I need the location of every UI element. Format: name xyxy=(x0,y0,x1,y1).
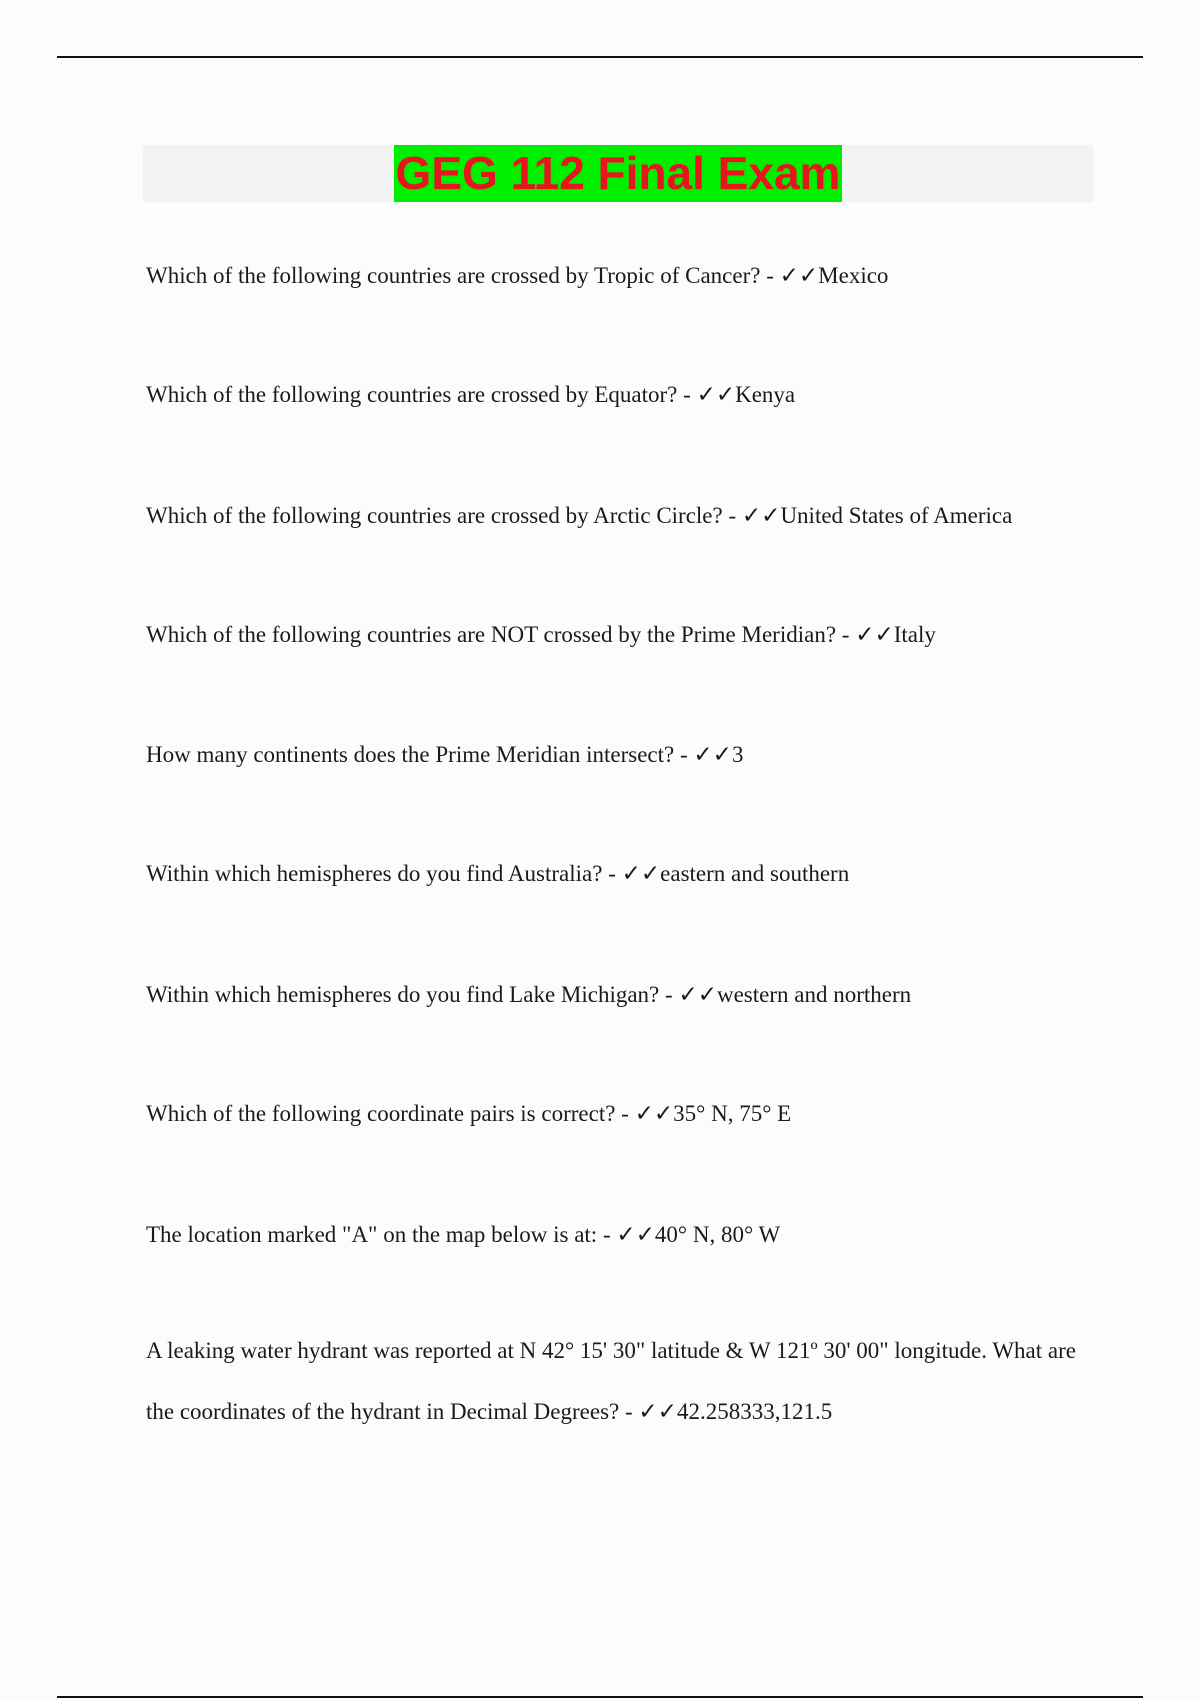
qa-item-7 xyxy=(146,980,1096,1010)
separator: - xyxy=(836,622,856,647)
double-check-icon: ✓✓ xyxy=(855,622,894,648)
separator: - xyxy=(619,1399,639,1424)
answer-text: 35° N, 75° E xyxy=(673,1101,792,1126)
separator: - xyxy=(659,982,679,1007)
separator: - xyxy=(615,1101,635,1126)
question-text: Which of the following countries are crossed by Equator? xyxy=(146,382,678,407)
separator: - xyxy=(677,382,697,407)
qa-item-6 xyxy=(146,859,1096,889)
answer-text: 3 xyxy=(731,742,744,767)
double-check-icon: ✓✓ xyxy=(696,382,736,408)
double-check-icon: ✓✓ xyxy=(621,861,661,887)
answer-text: Kenya xyxy=(735,382,796,407)
answer-text: western and northern xyxy=(716,982,912,1007)
question-text: Which of the following countries are crossed by Tropic of Cancer? xyxy=(146,263,761,288)
separator: - xyxy=(722,503,742,528)
question-text: How many continents does the Prime Meridian intersect? xyxy=(146,742,675,767)
header-rule xyxy=(57,56,1143,58)
qa-item-3 xyxy=(146,501,1096,531)
title-band xyxy=(143,145,1093,202)
answer-text: 42.258333,121.5 xyxy=(676,1399,833,1424)
qa-item-8 xyxy=(146,1099,1096,1129)
qa-item-1 xyxy=(146,261,1096,291)
double-check-icon: ✓✓ xyxy=(616,1222,655,1248)
question-text: Which of the following countries are crossed by Arctic Circle? xyxy=(146,503,723,528)
qa-item-5 xyxy=(146,740,1096,770)
double-check-icon: ✓✓ xyxy=(638,1399,677,1425)
answer-text: Italy xyxy=(893,622,936,647)
separator: - xyxy=(674,742,694,767)
answer-text: 40° N, 80° W xyxy=(654,1222,781,1247)
qa-item-10 xyxy=(146,1320,1096,1443)
separator: - xyxy=(597,1222,617,1247)
answer-text: United States of America xyxy=(780,503,1013,528)
answer-text: Mexico xyxy=(818,263,889,288)
question-text: Which of the following countries are NOT crossed by the Prime Meridian? xyxy=(146,622,837,647)
footer-rule xyxy=(57,1696,1143,1698)
question-text: Within which hemispheres do you find Lake Michigan? xyxy=(146,982,660,1007)
question-text: A leaking water hydrant was reported at N 42° 15' 30" latitude & W 121º 30' 00" longitude. What are the coordinates of the hydrant in Decimal Degrees? xyxy=(146,1338,1076,1424)
double-check-icon: ✓✓ xyxy=(678,982,717,1008)
double-check-icon: ✓✓ xyxy=(634,1101,674,1127)
qa-item-2 xyxy=(146,380,1096,410)
question-text: The location marked "A" on the map below is at: xyxy=(146,1222,598,1247)
qa-item-4 xyxy=(146,620,1096,650)
question-text: Which of the following coordinate pairs is correct? xyxy=(146,1101,616,1126)
double-check-icon: ✓✓ xyxy=(693,742,732,768)
answer-text: eastern and southern xyxy=(660,861,850,886)
document-title: GEG 112 Final Exam xyxy=(394,145,843,202)
question-text: Within which hemispheres do you find Australia? xyxy=(146,861,603,886)
qa-item-9 xyxy=(146,1220,1096,1250)
separator: - xyxy=(602,861,622,886)
double-check-icon: ✓✓ xyxy=(741,503,781,529)
double-check-icon: ✓✓ xyxy=(779,263,819,289)
separator: - xyxy=(760,263,780,288)
